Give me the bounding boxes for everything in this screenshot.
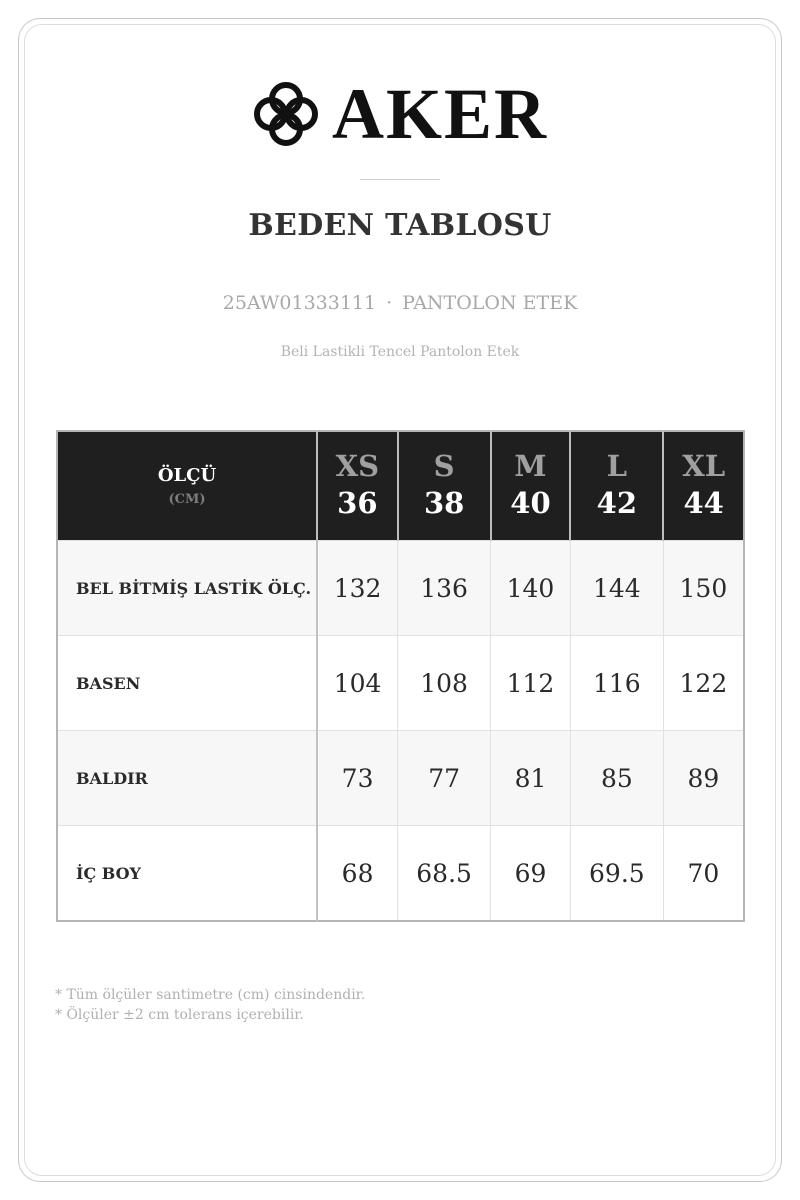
product-separator: · [386,292,393,314]
footnotes [55,985,365,1025]
size-number: 40 [510,486,551,520]
page-title: BEDEN TABLOSU [248,208,552,243]
size-number: 36 [337,486,378,520]
table-cell: 116 [570,636,663,731]
measure-header-unit: (CM) [168,492,206,507]
table-cell: 136 [398,541,491,636]
size-letter: S [433,449,455,483]
table-cell: 144 [570,541,663,636]
row-label: İÇ BOY [57,826,317,922]
product-description: Beli Lastikli Tencel Pantolon Etek [280,344,520,360]
table-cell: 77 [398,731,491,826]
table-cell: 69.5 [570,826,663,922]
table-cell: 132 [317,541,398,636]
measure-header-label: ÖLÇÜ [157,465,217,486]
brand-name: AKER [332,74,549,154]
size-letter: XL [682,449,726,483]
table-cell: 85 [570,731,663,826]
size-letter: L [606,449,628,483]
footnote: * Tüm ölçüler santimetre (cm) cinsindendir. [55,987,366,1003]
table-row [57,636,744,731]
table-cell: 104 [317,636,398,731]
table-cell: 122 [663,636,744,731]
interlaced-knot-icon [252,80,320,148]
size-number: 38 [423,486,465,520]
size-header-m [491,431,571,541]
size-header-xs [317,431,398,541]
table-row [57,541,744,636]
table-cell: 89 [663,731,744,826]
product-category: PANTOLON ETEK [402,292,578,314]
measure-header-cell [57,431,317,541]
row-label: BALDIR [57,731,317,826]
row-label: BEL BİTMİŞ LASTİK ÖLÇ. [57,541,317,636]
table-cell: 81 [491,731,571,826]
size-number: 44 [683,486,724,520]
table-row [57,731,744,826]
table-cell: 68 [317,826,398,922]
table-cell: 150 [663,541,744,636]
table-row [57,826,744,922]
table-cell: 70 [663,826,744,922]
row-label: BASEN [57,636,317,731]
table-cell: 73 [317,731,398,826]
size-letter: XS [335,449,380,483]
footnote: * Ölçüler ±2 cm tolerans içerebilir. [55,1007,304,1023]
size-header-xl [663,431,744,541]
size-letter: M [514,449,547,483]
brand-logo [252,74,549,154]
table-cell: 108 [398,636,491,731]
size-header-l [570,431,663,541]
table-cell: 68.5 [398,826,491,922]
product-line [0,292,800,314]
title-divider [360,179,440,180]
size-chart-table [56,430,745,922]
size-number: 42 [596,486,638,520]
table-cell: 140 [491,541,571,636]
product-code: 25AW01333111 [222,292,377,314]
size-header-row [57,431,744,541]
size-header-s [398,431,491,541]
table-cell: 112 [491,636,571,731]
table-cell: 69 [491,826,571,922]
